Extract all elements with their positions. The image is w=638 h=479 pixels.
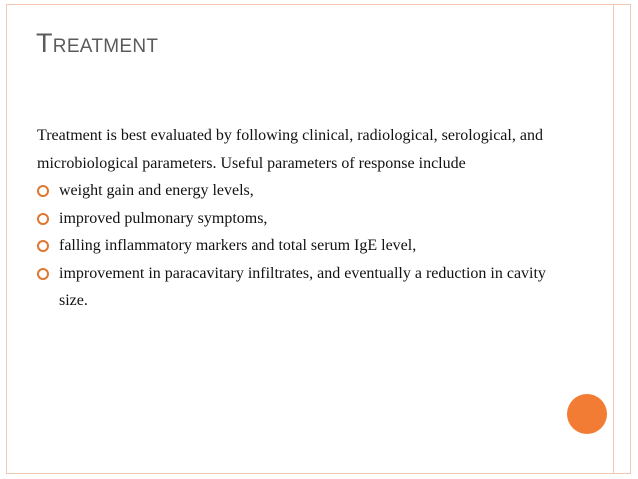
list-item: [37, 232, 557, 260]
list-item: [37, 260, 557, 315]
bullet-text: improved pulmonary symptoms,: [59, 209, 268, 227]
bullet-text: improvement in paracavitary infiltrates, and eventually a reduction in cavity size.: [59, 264, 546, 309]
bullet-text: falling inflammatory markers and total serum IgE level,: [59, 237, 417, 254]
bullet-text: weight gain and energy levels,: [59, 182, 254, 199]
circle-ring-icon: [37, 268, 49, 280]
circle-ring-icon: [37, 240, 49, 252]
circle-ring-icon: [37, 185, 49, 197]
slide-body: [37, 122, 557, 315]
list-item: [37, 177, 557, 205]
list-item: [37, 205, 557, 233]
circle-ring-icon: [37, 213, 49, 225]
bullet-list: [37, 177, 557, 315]
decorative-circle: [567, 394, 607, 434]
slide-title: Treatment: [36, 28, 159, 58]
intro-paragraph: Treatment is best evaluated by following clinical, radiological, serological, and microbiological parameters. Useful parameters of response include: [37, 127, 543, 172]
slide-border-divider: [613, 4, 614, 474]
